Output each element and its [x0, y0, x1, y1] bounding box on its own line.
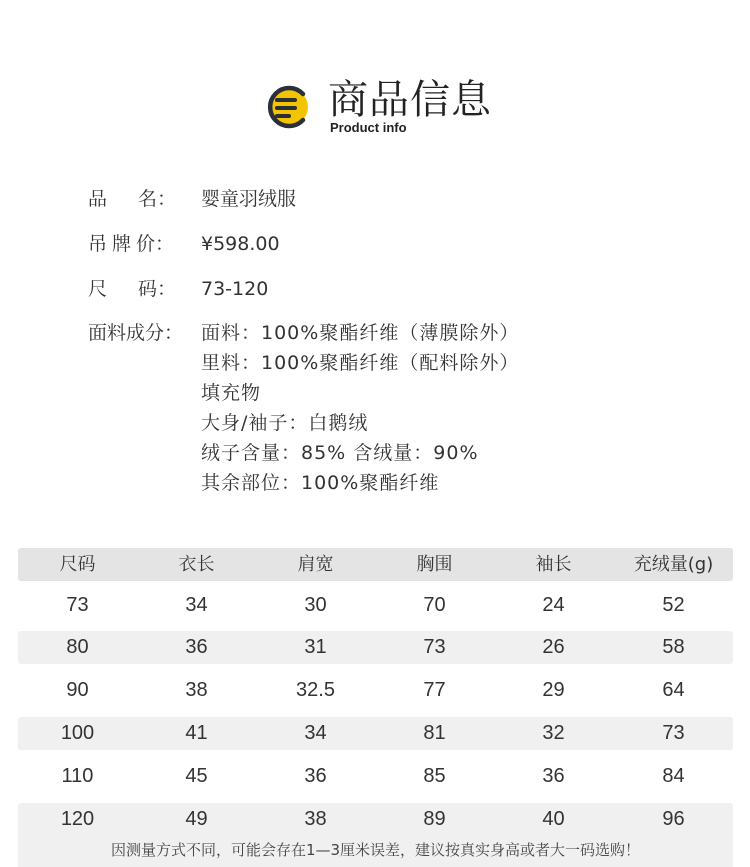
header-cell-chest: 胸围 [416, 554, 453, 575]
table-cell: 89 [423, 808, 446, 830]
table-cell: 84 [662, 765, 685, 787]
table-cell: 73 [423, 636, 446, 658]
composition-line: 大身/袖子：白鹅绒 [201, 412, 369, 434]
table-cell: 30 [304, 594, 327, 616]
composition-line: 其余部位：100%聚酯纤维 [201, 472, 440, 494]
table-cell: 52 [662, 594, 685, 616]
composition-line: 填充物 [201, 382, 262, 404]
measurement-note: 因测量方式不同，可能会存在1—3厘米误差，建议按真实身高或者大一码选购！ [18, 834, 733, 867]
table-cell: 24 [542, 594, 565, 616]
header-cell-fill: 充绒量(g) [633, 554, 714, 575]
page-subtitle: Product info [330, 120, 407, 135]
table-cell: 90 [66, 679, 89, 701]
table-cell: 36 [185, 636, 208, 658]
header-cell-sleeve: 袖长 [535, 554, 572, 575]
table-row [18, 589, 733, 622]
composition-label: 面料成分： [88, 322, 184, 344]
table-cell: 29 [542, 679, 565, 701]
table-cell: 110 [61, 765, 94, 787]
composition-line: 面料：100%聚酯纤维（薄膜除外） [201, 322, 520, 344]
table-cell: 85 [423, 765, 446, 787]
header-cell-size: 尺码 [59, 554, 96, 575]
table-cell: 96 [662, 808, 685, 830]
table-cell: 81 [423, 722, 446, 744]
table-cell: 34 [304, 722, 327, 744]
table-cell: 36 [542, 765, 565, 787]
table-cell: 34 [185, 594, 208, 616]
table-cell: 31 [304, 636, 327, 658]
table-cell: 32.5 [296, 679, 335, 701]
table-cell: 73 [662, 722, 685, 744]
name-value: 婴童羽绒服 [201, 188, 297, 210]
table-cell: 38 [304, 808, 327, 830]
table-cell: 26 [542, 636, 565, 658]
table-cell: 38 [185, 679, 208, 701]
header-cell-shoulder: 肩宽 [297, 554, 334, 575]
table-row [18, 803, 733, 836]
size-label: 尺 码： [88, 278, 176, 300]
page-title: 商品信息 [328, 77, 492, 123]
header-cell-length: 衣长 [178, 554, 215, 575]
table-row [18, 631, 733, 664]
composition-line: 里料：100%聚酯纤维（配料除外） [201, 352, 520, 374]
composition-line: 绒子含量：85% 含绒量：90% [201, 442, 479, 464]
table-row [18, 674, 733, 707]
table-cell: 100 [60, 722, 95, 744]
table-cell: 41 [185, 722, 208, 744]
table-row [18, 717, 733, 750]
table-cell: 64 [662, 679, 685, 701]
table-cell: 40 [542, 808, 565, 830]
list-doc-icon [263, 82, 313, 132]
table-header-row [18, 548, 733, 581]
size-value: 73-120 [201, 278, 269, 300]
table-cell: 77 [423, 679, 446, 701]
table-cell: 32 [542, 722, 565, 744]
table-cell: 58 [662, 636, 685, 658]
price-value: ¥598.00 [201, 233, 280, 255]
table-cell: 36 [304, 765, 327, 787]
composition-list [201, 318, 519, 498]
table-row [18, 760, 733, 793]
table-cell: 70 [423, 594, 446, 616]
table-cell: 45 [185, 765, 208, 787]
table-cell: 80 [66, 636, 89, 658]
section-header [0, 0, 750, 150]
size-table [18, 548, 733, 836]
price-label: 吊 牌 价： [88, 233, 174, 255]
table-cell: 120 [60, 808, 95, 830]
table-cell: 73 [66, 594, 89, 616]
name-label: 品 名： [88, 188, 176, 210]
table-cell: 49 [185, 808, 208, 830]
